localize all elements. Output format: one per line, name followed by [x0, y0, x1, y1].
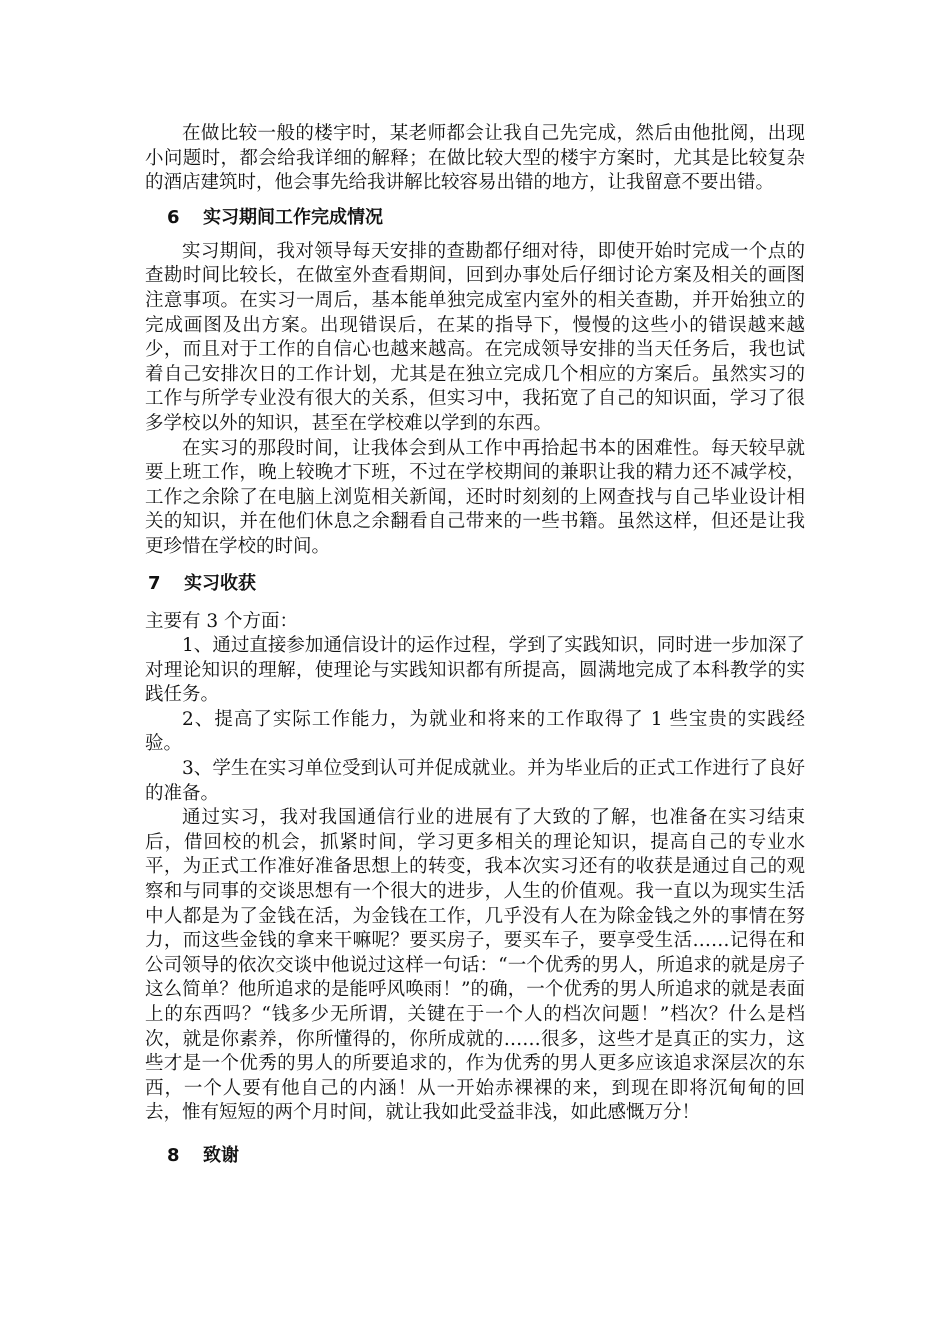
section-7-intro: 主要有 3 个方面：	[145, 610, 299, 632]
section-8-heading	[145, 1144, 805, 1168]
section-6-heading	[145, 206, 805, 230]
section-6-paragraph-2: 在实习的那段时间，让我体会到从工作中再拾起书本的困难性。每天较早就要上班工作，晚上较晚才下班，不过在学校期间的兼职让我的精力还不减学校，工作之余除了在电脑上浏览相关新闻，还时时刻刻的上网查找与自己毕业设计相关的知识，并在他们休息之余翻看自己带来的一些书籍。虽然这样，但还是让我更珍惜在学校的时间。	[145, 437, 805, 557]
section-7-paragraph-1: 通过实习，我对我国通信行业的进展有了大致的了解，也准备在实习结束后，借回校的机会，抓紧时间，学习更多相关的理论知识，提高自己的专业水平，为正式工作准好准备思想上的转变，我本次实习还有的收获是通过自己的观察和与同事的交谈思想有一个很大的进步，人生的价值观。我一直以为现实生活中人都是为了金钱在活，为金钱在工作，几乎没有人在为除金钱之外的事情在努力，而这些金钱的拿来干嘛呢？要买房子，要买车子，要享受生活……记得在和公司领导的依次交谈中他说过这样一句话：“一个优秀的男人，所追求的就是房子这么简单？他所追求的是能呼风唤雨！”的确，一个优秀的男人所追求的就是表面上的东西吗？“钱多少无所谓，关键在于一个人的档次问题！”档次？什么是档次，就是你素养，你所懂得的，你所成就的……很多，这些才是真正的实力，这些才是一个优秀的男人的所要追求的，作为优秀的男人更多应该追求深层次的东西，一个人要有他自己的内涵！从一开始赤裸裸的来，到现在即将沉甸甸的回去，惟有短短的两个月时间，就让我如此受益非浅，如此感慨万分！	[145, 807, 805, 1124]
section-7-number: 7	[148, 572, 161, 594]
section-8-number: 8	[167, 1144, 180, 1166]
section-8-title: 致谢	[203, 1144, 239, 1166]
section-6-paragraph-1: 实习期间，我对领导每天安排的查勘都仔细对待，即使开始时完成一个点的查勘时间比较长，在做室外查看期间，回到办事处后仔细讨论方案及相关的画图注意事项。在实习一周后，基本能单独完成室内室外的相关查勘，并开始独立的完成画图及出方案。出现错误后，在某的指导下，慢慢的这些小的错误越来越少，而且对于工作的自信心也越来越高。在完成领导安排的当天任务后，我也试着自己安排次日的工作计划，尤其是在独立完成几个相应的方案后。虽然实习的工作与所学专业没有很大的关系，但实习中，我拓宽了自己的知识面，学习了很多学校以外的知识，甚至在学校难以学到的东西。	[145, 240, 805, 434]
document-page	[145, 122, 805, 1168]
section-7-item-1: 1、通过直接参加通信设计的运作过程，学到了实践知识，同时进一步加深了对理论知识的理解，使理论与实践知识都有所提高，圆满地完成了本科教学的实践任务。	[145, 635, 805, 706]
section-7-item-3: 3、学生在实习单位受到认可并促成就业。并为毕业后的正式工作进行了良好的准备。	[145, 758, 805, 804]
section-6-title: 实习期间工作完成情况	[203, 206, 383, 228]
section-7-heading	[145, 572, 805, 596]
paragraph-supervisor: 在做比较一般的楼宇时，某老师都会让我自己先完成，然后由他批阅，出现小问题时，都会给我详细的解释；在做比较大型的楼宇方案时，尤其是比较复杂的酒店建筑时，他会事先给我讲解比较容易出错的地方，让我留意不要出错。	[145, 123, 805, 194]
section-7-title: 实习收获	[184, 572, 256, 594]
section-6-number: 6	[167, 206, 180, 228]
section-7-item-2: 2、提高了实际工作能力，为就业和将来的工作取得了 1 些宝贵的实践经验。	[145, 708, 805, 755]
